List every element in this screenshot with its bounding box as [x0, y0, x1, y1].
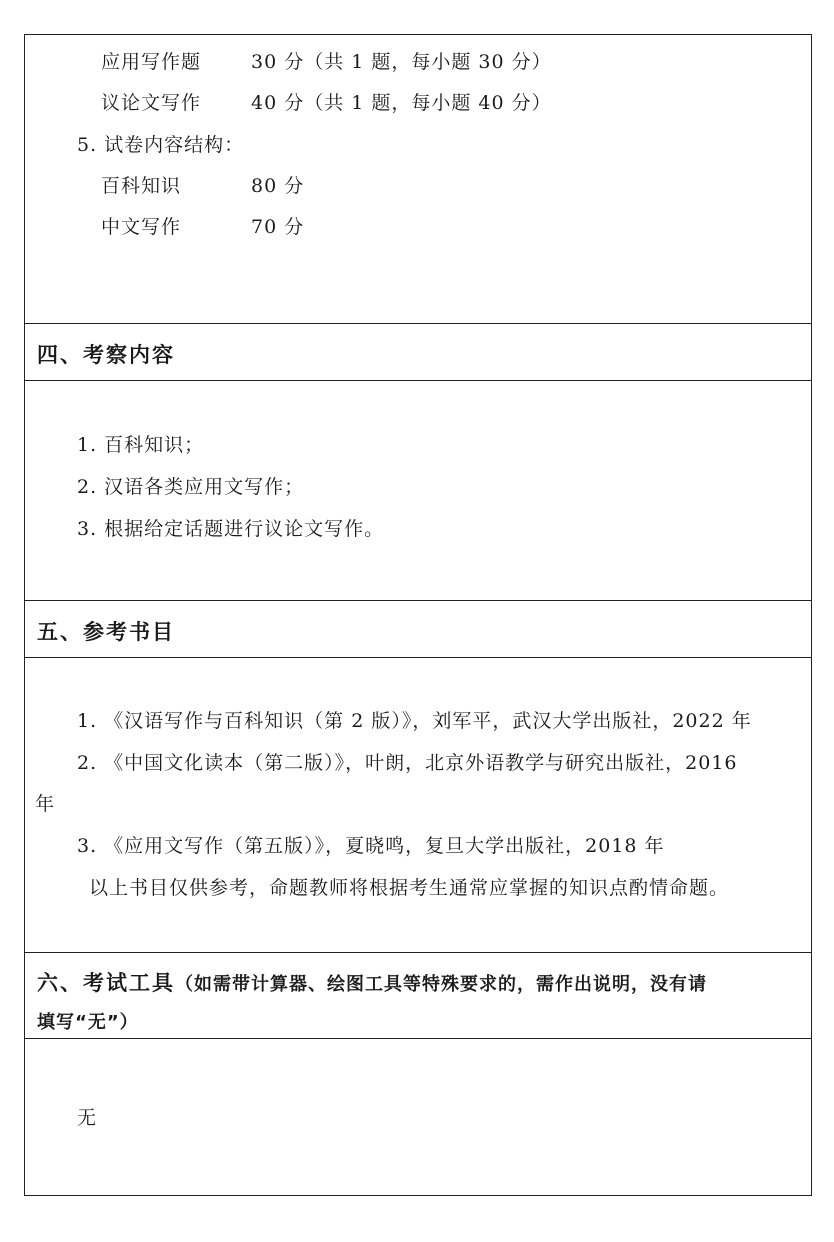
exam-info-table [24, 34, 812, 1196]
section-4-content [25, 380, 811, 600]
reference-item: 2. 《中国文化读本（第二版）》，叶朗，北京外语教学与研究出版社，2016 [77, 752, 738, 774]
section-6-heading: 六、考试工具 [37, 971, 175, 995]
score-label: 应用写作题 [101, 51, 202, 73]
section-6-content [25, 1038, 811, 1197]
section-6-heading-note-cont: 填写“无”） [37, 1012, 139, 1033]
structure-title: 5. 试卷内容结构： [77, 134, 245, 156]
section-6-header [25, 952, 811, 1038]
structure-label: 百科知识 [101, 175, 182, 197]
section-6-heading-note: （如需带计算器、绘图工具等特殊要求的，需作出说明，没有请 [175, 974, 707, 995]
section-4-heading: 四、考察内容 [37, 343, 175, 367]
section-5-header [25, 600, 811, 657]
section-5-heading: 五、参考书目 [37, 620, 175, 644]
content-item: 1. 百科知识； [77, 434, 205, 456]
reference-note: 以上书目仅供参考，命题教师将根据考生通常应掌握的知识点酌情命题。 [89, 877, 730, 899]
score-value: 30 分（共 1 题，每小题 30 分） [251, 51, 552, 73]
exam-format-cell [25, 35, 811, 323]
score-label: 议论文写作 [101, 92, 202, 114]
structure-value: 80 分 [251, 175, 305, 197]
section-4-header [25, 323, 811, 380]
reference-item: 3. 《应用文写作（第五版）》，夏晓鸣，复旦大学出版社，2018 年 [77, 835, 665, 857]
section-6-heading-line2 [37, 1008, 139, 1034]
reference-item: 1. 《汉语写作与百科知识（第 2 版）》，刘军平，武汉大学出版社，2022 年 [77, 710, 752, 732]
structure-label: 中文写作 [101, 216, 182, 238]
score-value: 40 分（共 1 题，每小题 40 分） [251, 92, 552, 114]
structure-value: 70 分 [251, 216, 305, 238]
section-6-heading-line1 [37, 967, 707, 997]
section-5-content [25, 657, 811, 952]
content-item: 3. 根据给定话题进行议论文写作。 [77, 518, 385, 540]
reference-item-wrap: 年 [35, 793, 56, 815]
content-item: 2. 汉语各类应用文写作； [77, 476, 305, 498]
tools-answer: 无 [77, 1107, 98, 1129]
